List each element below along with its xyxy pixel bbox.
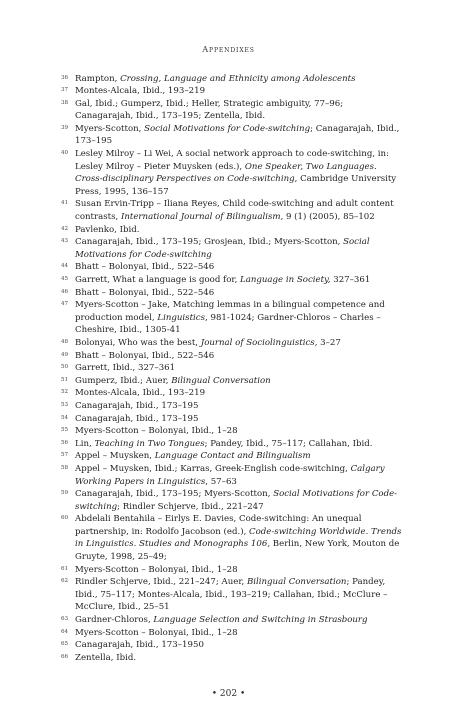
endnote-text: Lesley Milroy – Li Wei, A social network approach to code-switching, in: Lesley Milroy – Pieter Muysken (eds.), — [75, 149, 389, 172]
endnote-text: ; Canagarajah, Ibid., 173–195 — [75, 123, 400, 147]
running-header: Appendixes — [202, 44, 255, 54]
endnote-number: 64 — [61, 628, 69, 635]
endnote-text: Gal, Ibid.; Gumperz, Ibid.; Heller, Strategic ambiguity, 77–96; Canagarajah, Ibid., 173–195; Zentella, Ibid. — [75, 98, 344, 122]
endnote-text: Zentella, Ibid. — [75, 652, 137, 663]
endnote-number: 58 — [61, 464, 69, 471]
endnote-item — [61, 387, 403, 400]
endnote-item — [61, 98, 403, 123]
endnote-item — [61, 224, 403, 237]
endnote-item — [61, 261, 403, 274]
endnote-number: 56 — [61, 439, 69, 446]
endnote-number: 44 — [61, 263, 69, 270]
endnote-number: 42 — [61, 225, 69, 232]
endnote-item — [61, 652, 403, 665]
endnote-item — [61, 73, 403, 86]
endnote-italic-title: Social Motivations for Code-switching — [75, 237, 370, 260]
endnote-text: 9 (1) (2005), 85–102 — [283, 212, 375, 223]
endnote-text: Myers-Scotton – Jake, Matching lemmas in a bilingual competence and production model, — [75, 300, 385, 323]
endnotes-list — [61, 73, 403, 665]
endnote-text: ; Pandey, Ibid., 75–117; Callahan, Ibid. — [204, 438, 373, 449]
endnote-number: 41 — [61, 200, 69, 207]
endnote-number: 57 — [61, 452, 69, 459]
endnote-item — [61, 375, 403, 388]
endnote-item — [61, 148, 403, 198]
endnote-item — [61, 400, 403, 413]
endnote-text: Rampton, — [75, 73, 121, 84]
endnote-text: Appel – Muysken, — [75, 451, 155, 462]
endnote-italic-title: Linguistics — [157, 312, 206, 323]
endnote-italic-title: Social Motivations for Code-switching — [75, 489, 398, 512]
endnote-item — [61, 463, 403, 488]
endnote-text: Myers-Scotton, — [75, 123, 145, 134]
endnote-number: 46 — [61, 288, 69, 295]
endnote-number: 38 — [61, 99, 69, 106]
endnote-italic-title: Code-switching Worldwide. Trends in Linguistics. Studies and Monographs 106, — [75, 526, 402, 550]
endnote-item — [61, 85, 403, 98]
endnote-italic-title: Bilingual Conversation — [246, 577, 347, 588]
endnote-text: Abdelali Bentahila – Eirlys E. Davies, Code-switching: An unequal partnership, in: Rodolfo Jacobson (ed.), — [75, 514, 362, 537]
endnote-italic-title: Crossing, Language and Ethnicity among Adolescents — [120, 73, 356, 84]
endnote-text: Garrett, Ibid., 327–361 — [75, 363, 176, 374]
endnote-number: 61 — [61, 565, 69, 572]
endnote-number: 47 — [61, 301, 69, 308]
endnote-number: 48 — [61, 338, 69, 345]
endnote-italic-title: Bilingual Conversation — [171, 375, 271, 386]
endnote-text: Lin, — [75, 438, 95, 449]
endnote-italic-title: Language Contact and Bilingualism — [154, 451, 311, 462]
endnote-item — [61, 362, 403, 375]
endnote-text: Berlin, New York, Mouton de Gruyte, 1998, 25–49; — [75, 539, 400, 563]
endnote-text: Bolonyai, Who was the best, — [75, 337, 201, 348]
endnote-item — [61, 274, 403, 287]
endnote-text: Canagarajah, Ibid., 173–195 — [75, 413, 199, 424]
endnote-text: Bhatt – Bolonyai, Ibid., 522–546 — [75, 262, 215, 273]
endnote-item — [61, 350, 403, 363]
endnote-text: Myers-Scotton – Bolonyai, Ibid., 1–28 — [75, 627, 238, 638]
endnote-text: Rindler Schjerve, Ibid., 221–247; Auer, — [75, 577, 247, 588]
endnote-number: 37 — [61, 87, 69, 94]
endnote-item — [61, 287, 403, 300]
endnote-text: ; Rindler Schjerve, Ibid., 221–247 — [117, 501, 264, 512]
page-number: • 202 • — [211, 689, 246, 699]
endnote-item — [61, 413, 403, 426]
endnote-text: Myers-Scotton – Bolonyai, Ibid., 1–28 — [75, 564, 238, 575]
endnote-italic-title: Journal of Sociolinguistics — [200, 337, 315, 348]
endnote-text: Appel – Muysken, Ibid.; Karras, Greek-English code-switching, — [75, 463, 351, 474]
endnote-text: , 3–27 — [314, 337, 341, 348]
endnote-text: Bhatt – Bolonyai, Ibid., 522–546 — [75, 287, 215, 298]
endnote-item — [61, 564, 403, 577]
endnote-number: 45 — [61, 276, 69, 282]
endnote-text: Canagarajah, Ibid., 173–1950 — [75, 640, 204, 651]
endnote-text: Gardner-Chloros, — [75, 615, 154, 626]
endnote-text: , 981-1024; Gardner-Chloros – Charles – Cheshire, Ibid., 1305-41 — [75, 312, 381, 336]
endnote-text: Montes-Alcala, Ibid., 193–219 — [75, 86, 206, 97]
endnote-item — [61, 425, 403, 438]
endnote-number: 54 — [61, 414, 69, 421]
endnote-number: 51 — [61, 376, 69, 383]
endnote-number: 49 — [61, 351, 69, 358]
endnote-text: Garrett, What a language is good for, — [75, 275, 241, 285]
endnote-number: 52 — [61, 389, 69, 396]
endnote-text: , Cambridge University Press, 1995, 136–157 — [75, 174, 397, 197]
endnote-item — [61, 299, 403, 337]
endnote-number: 59 — [61, 490, 69, 497]
endnote-item — [61, 614, 403, 627]
endnote-text: , 57–63 — [205, 476, 237, 487]
endnote-text: Myers-Scotton – Bolonyai, Ibid., 1–28 — [75, 426, 238, 437]
endnote-number: 40 — [61, 150, 69, 157]
endnote-text: Montes-Alcala, Ibid., 193–219 — [75, 388, 206, 399]
endnote-text: Canagarajah, Ibid., 173–195 — [75, 400, 199, 411]
endnote-italic-title: International Journal of Bilingualism, — [120, 212, 284, 223]
endnote-item — [61, 513, 403, 563]
endnote-item — [61, 438, 403, 451]
endnote-text: Bhatt – Bolonyai, Ibid., 522–546 — [75, 350, 215, 361]
endnote-item — [61, 450, 403, 463]
endnote-item — [61, 488, 403, 513]
endnote-text: 327–361 — [330, 275, 371, 285]
endnote-number: 36 — [61, 74, 69, 81]
endnote-italic-title: One Speaker, Two Languages. Cross-disciplinary Perspectives on Code-switching — [75, 161, 377, 185]
endnote-italic-title: Calgary Working Papers in Linguistics — [75, 463, 385, 487]
endnote-italic-title: Teaching in Two Tongues — [94, 438, 205, 449]
endnote-item — [61, 627, 403, 640]
endnote-item — [61, 123, 403, 148]
endnote-text: Pavlenko, Ibid. — [75, 224, 140, 235]
endnote-italic-title: Language in Society, — [240, 275, 331, 285]
endnote-number: 66 — [61, 653, 69, 660]
endnote-item — [61, 576, 403, 614]
endnote-number: 62 — [61, 578, 69, 585]
endnote-item — [61, 337, 403, 350]
endnote-number: 50 — [61, 364, 69, 371]
endnote-item — [61, 236, 403, 261]
endnote-item — [61, 639, 403, 652]
endnote-item — [61, 198, 403, 223]
endnote-text: Susan Ervin-Tripp – Iliana Reyes, Child code-switching and adult content contrasts, — [75, 199, 394, 223]
endnote-text: Canagarajah, Ibid., 173–195; Grosjean, Ibid.; Myers-Scotton, — [75, 237, 344, 248]
endnote-number: 53 — [61, 401, 69, 408]
endnote-text: ; Pandey, Ibid., 75–117; Montes-Alcala, Ibid., 193–219; Callahan, Ibid.; McClure – McClure, Ibid., 25–51 — [75, 577, 388, 613]
endnote-number: 63 — [61, 616, 69, 623]
endnote-number: 55 — [61, 427, 69, 434]
endnote-italic-title: Language Selection and Switching in Strasbourg — [153, 615, 368, 626]
endnote-number: 39 — [61, 124, 69, 131]
endnote-italic-title: Social Motivations for Code-switching — [144, 123, 311, 134]
endnote-text: Canagarajah, Ibid., 173–195; Myers-Scotton, — [75, 489, 274, 500]
endnote-text: Gumperz, Ibid.; Auer, — [75, 375, 172, 386]
endnote-number: 65 — [61, 641, 69, 648]
endnote-number: 60 — [61, 515, 69, 522]
endnote-number: 43 — [61, 238, 69, 245]
